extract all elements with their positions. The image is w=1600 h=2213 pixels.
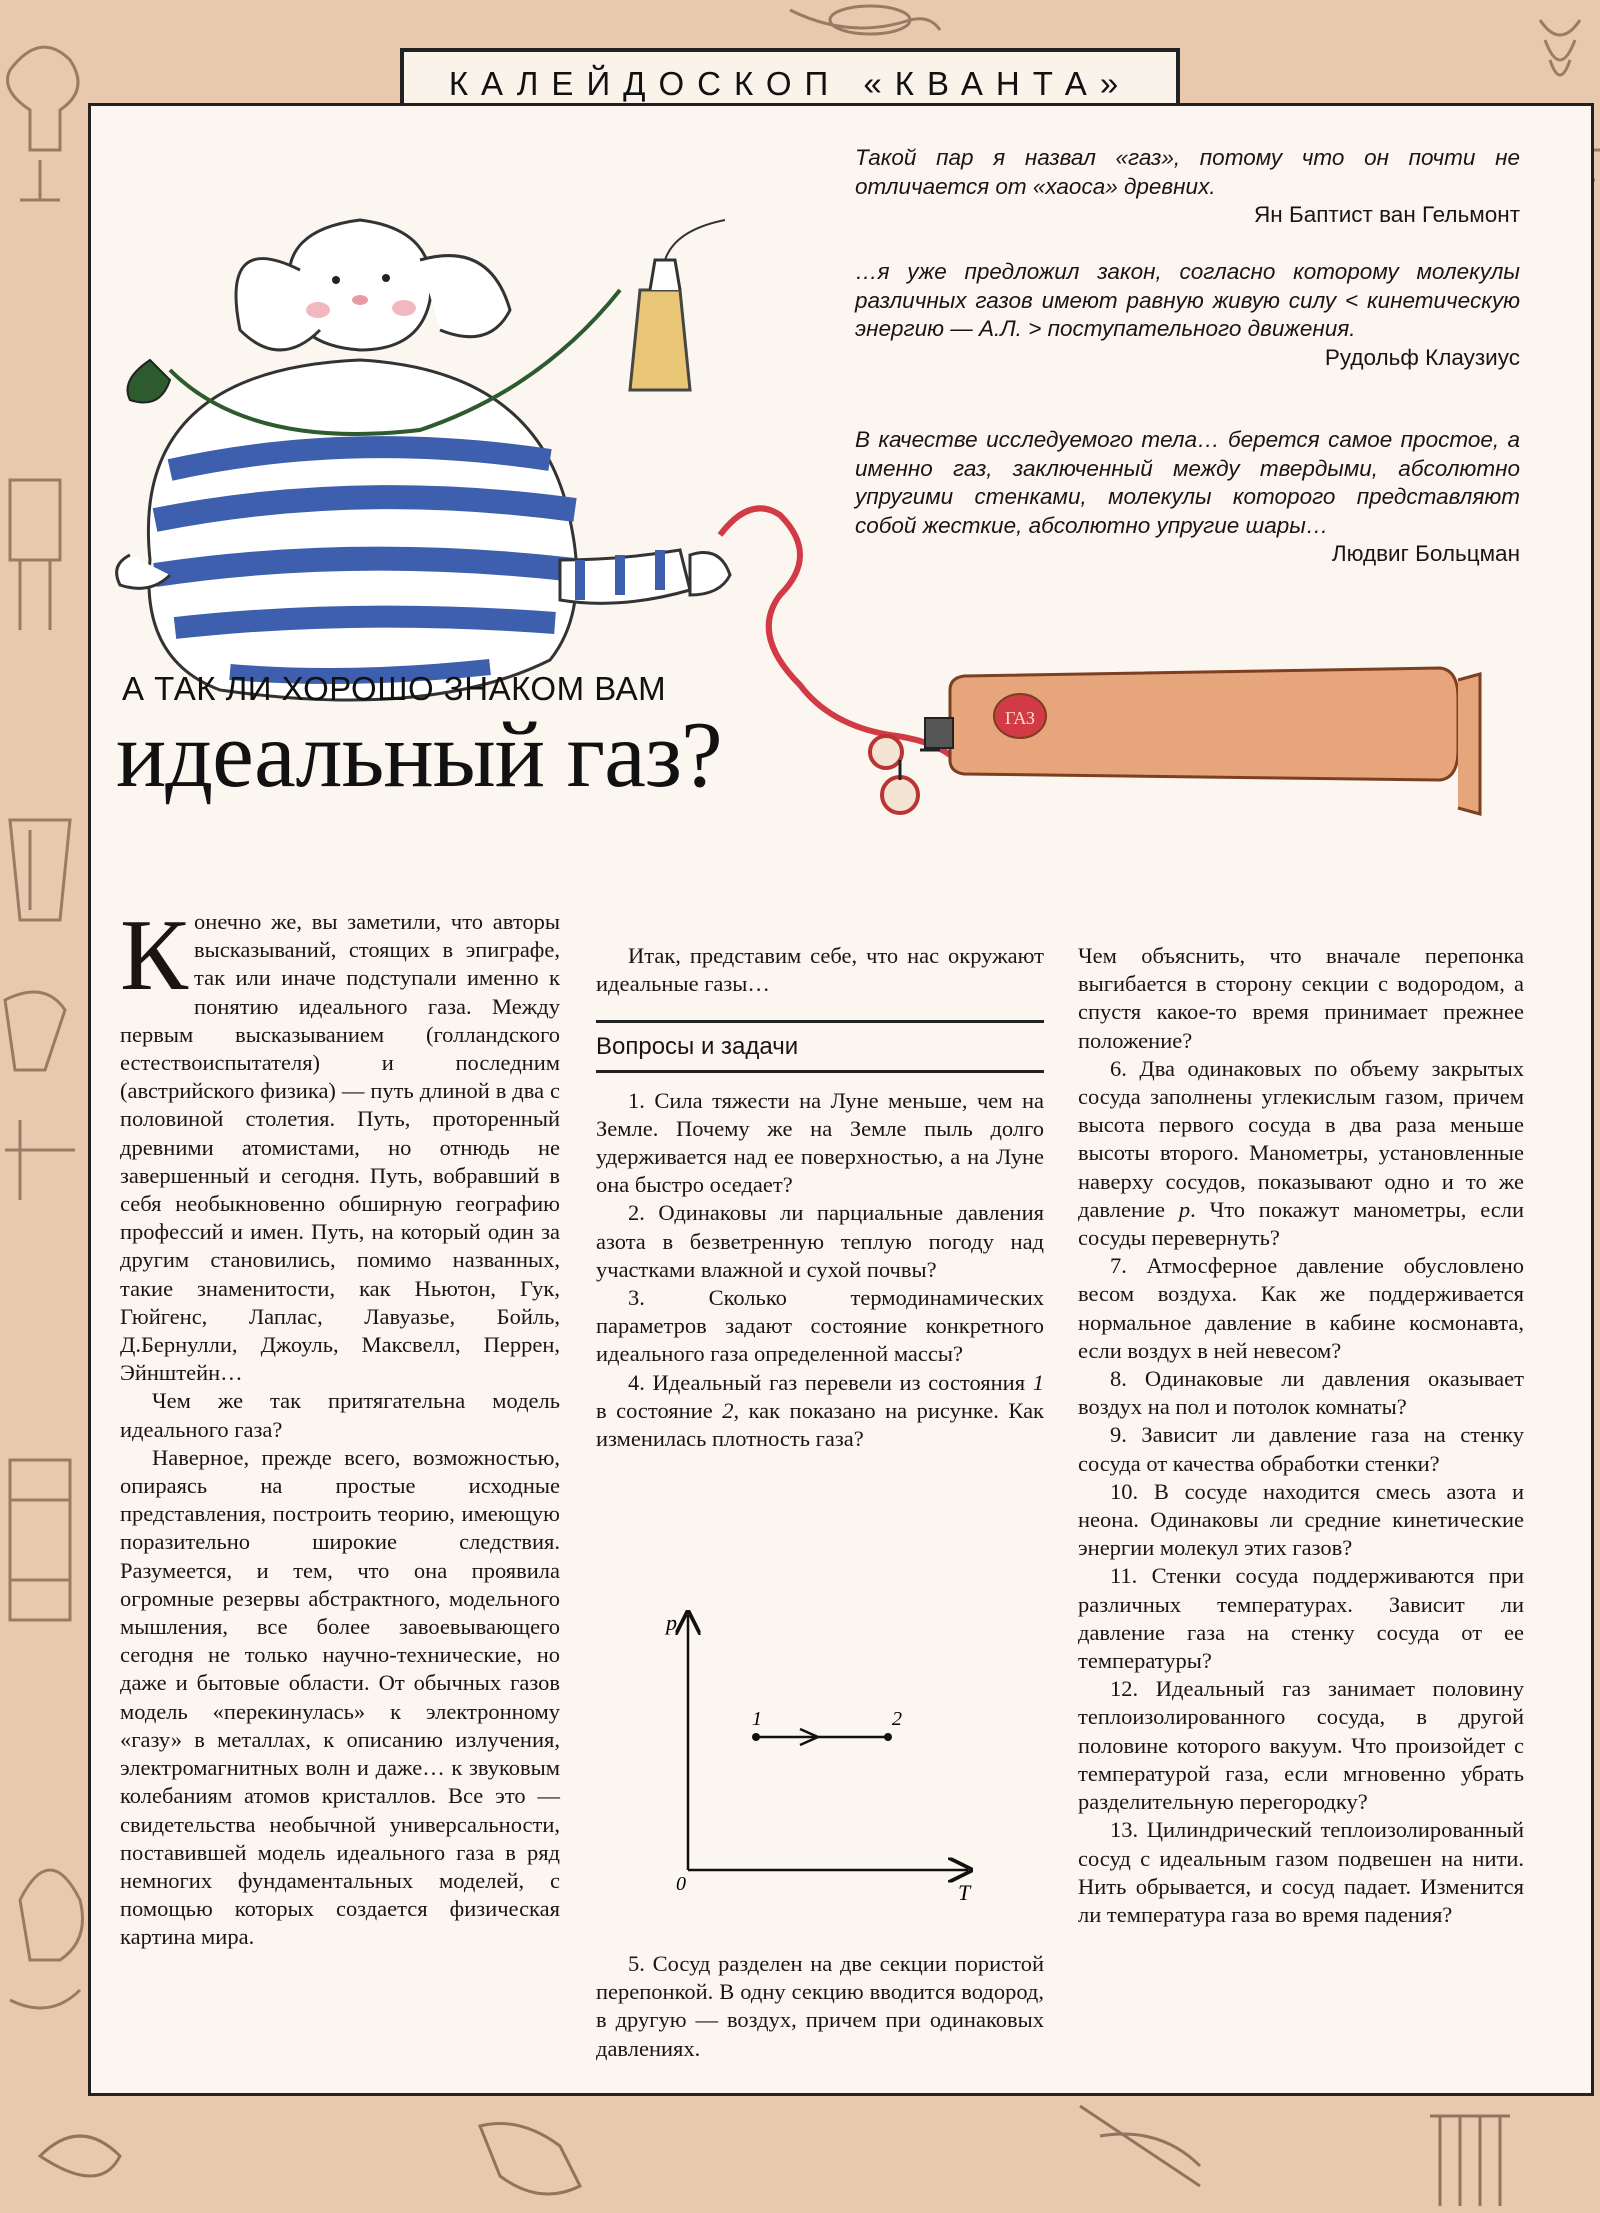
column-2 (596, 942, 1044, 1453)
question-9: 9. Зависит ли давление газа на стенку сосуда от качества обработки стенки? (1078, 1422, 1524, 1476)
article-subtitle: А ТАК ЛИ ХОРОШО ЗНАКОМ ВАМ (122, 670, 667, 707)
state-label-1: 1 (752, 1708, 762, 1730)
footer-sketches (0, 2096, 1600, 2213)
question-4: 4. Идеальный газ перевели из состояния 1 в состояние 2, как показано на рисунке. Как изменилась плотность газа? (596, 1369, 1044, 1452)
epigraph-quote: В качестве исследуемого тела… берется самое простое, а именно газ, заключенный между твердыми, абсолютно упругими стенками, молекулы которого представляют собой жесткие, абсолютно упругие шары… (855, 427, 1520, 538)
column-2-bottom (596, 1950, 1044, 2063)
question-6: 6. Два одинаковых по объему закрытых сосуда заполнены углекислым газом, причем высота первого сосуда в два раза меньше высоты второго. Манометры, установленные наверху сосудов, показывают одно и то же давление p. Что покажут манометры, если сосуды перевернуть? (1078, 1055, 1525, 1251)
paragraph: Конечно же, вы заметили, что авторы высказываний, стоящих в эпиграфе, так или иначе подступали именно к понятию идеального газа. Между первым высказыванием (голландского естествоиспытателя) и последним (австрийского физика) — путь длиной в два с половиной столетия. Путь, проторенный древними атомистами, но отнюдь не завершенный и сегодня. Путь, вобравший в себя необыкновенно обширную географию профессий и имен. Путь, на который один за другим становились, помимо названных, такие знаменитости, как Ньютон, Гук, Гюйгенс, Лаплас, Лавуазье, Бойль, Д.Бернулли, Джоуль, Максвелл, Перрен, Эйнштейн… (120, 899, 560, 1386)
state-label-2: 2 (892, 1708, 902, 1730)
question-7: 7. Атмосферное давление обусловлено весом воздуха. Как же поддерживается нормальное давление в кабине космонавта, если воздух в ней невесом? (1078, 1253, 1524, 1363)
epigraph-1 (855, 144, 1520, 230)
question-12: 12. Идеальный газ занимает половину теплоизолированного сосуда, в другой половине которого вакуум. Что произойдет с температурой газа, если мгновенно убрать разделительную перегородку? (1078, 1676, 1524, 1815)
question-5-start: 5. Сосуд разделен на две секции пористой перепонкой. В одну секцию вводится водород, в другую — воздух, причем при одинаковых давлениях. (596, 1951, 1044, 2061)
question-11: 11. Стенки сосуда поддерживаются при различных температурах. Зависит ли давление газа на стенку сосуда от ее температуры? (1078, 1563, 1524, 1674)
epigraph-2 (855, 258, 1520, 372)
sketch-whistle-icon (480, 2124, 580, 2195)
question-1: 1. Сила тяжести на Луне меньше, чем на Земле. Почему же на Земле пыль долго удерживается над ее поверхностью, а на Луне она быстро оседает? (596, 1087, 1044, 1198)
y-axis-label: p (666, 1610, 677, 1635)
question-8: 8. Одинаковые ли давления оказывает воздух на пол и потолок комнаты? (1078, 1366, 1524, 1420)
drop-cap: К (120, 899, 189, 1012)
question-2: 2. Одинаковы ли парциальные давления азота в безветренную теплую погоду над участками влажной и сухой почвы? (596, 1200, 1044, 1282)
paragraph: Итак, представим себе, что нас окружают идеальные газы… (596, 943, 1044, 997)
rubric-title: КАЛЕЙДОСКОП «КВАНТА» (448, 65, 1132, 102)
column-3 (1078, 942, 1524, 1929)
question-13: 13. Цилиндрический теплоизолированный сосуд с идеальным газом подвешен на нити. Нить обрывается, и сосуд падает. Изменится ли температура газа во время падения? (1078, 1817, 1524, 1927)
question-10: 10. В сосуде находится смесь азота и неона. Одинаковы ли средние кинетические энергии молекул этих газов? (1078, 1478, 1524, 1561)
x-axis-label: T (958, 1880, 971, 1905)
epigraph-author: Рудольф Клаузиус (1324, 344, 1520, 370)
epigraph-quote: Такой пар я назвал «газ», потому что он почти не отличается от «хаоса» древних. (855, 145, 1520, 199)
questions-heading: Вопросы и задачи (596, 1020, 1044, 1072)
sketch-tool-icon (1080, 2106, 1200, 2186)
epigraph-quote: …я уже предложил закон, согласно которому молекулы различных газов имеют равную живую силу < кинетическую энергию — А.Л. > поступательного движения. (855, 259, 1520, 341)
sketch-harp-icon (1430, 2116, 1510, 2206)
striped-hare (117, 220, 730, 700)
gas-cylinder (870, 668, 1480, 814)
epigraph-author: Ян Баптист ван Гельмонт (1254, 202, 1520, 227)
question-5-end: Чем объяснить, что вначале перепонка выгибается в сторону секции с водородом, а спустя какое-то время принимает прежнее положение? (1078, 943, 1524, 1053)
paragraph: Наверное, прежде всего, возможностью, опираясь на простые исходные представления, построить теорию, имеющую поразительно широкие следствия. Разумеется, и тем, что она проявила огромные резервы абстрактного, модельного мышления, все более завоевывающего сегодня не только научно-технические, но даже и бытовые области. От обычных газов модель «перекинулась» к электронному «газу» в металлах, к описанию излучения, электромагнитных волн и даже… к звуковым колебаниям атомов кристаллов. Все это — свидетельства необычной универсальности, поставившей модель идеального газа в ряд немногих фундаментальных моделей, с помощью которых создается физическая картина мира. (120, 1444, 560, 1950)
origin-label: 0 (676, 1873, 686, 1895)
epigraph-3 (855, 426, 1520, 569)
cylinder-label: ГАЗ (1004, 708, 1036, 728)
column-1 (120, 899, 560, 1952)
paragraph: Чем же так притягательна модель идеального газа? (120, 1388, 560, 1442)
epigraph-author: Людвиг Больцман (1331, 541, 1520, 566)
article-title: идеальный газ? (116, 703, 722, 807)
question-3: 3. Сколько термодинамических параметров задают состояние конкретного идеального газа определенной массы? (596, 1285, 1044, 1367)
sketch-bottle-icon (40, 2136, 120, 2176)
